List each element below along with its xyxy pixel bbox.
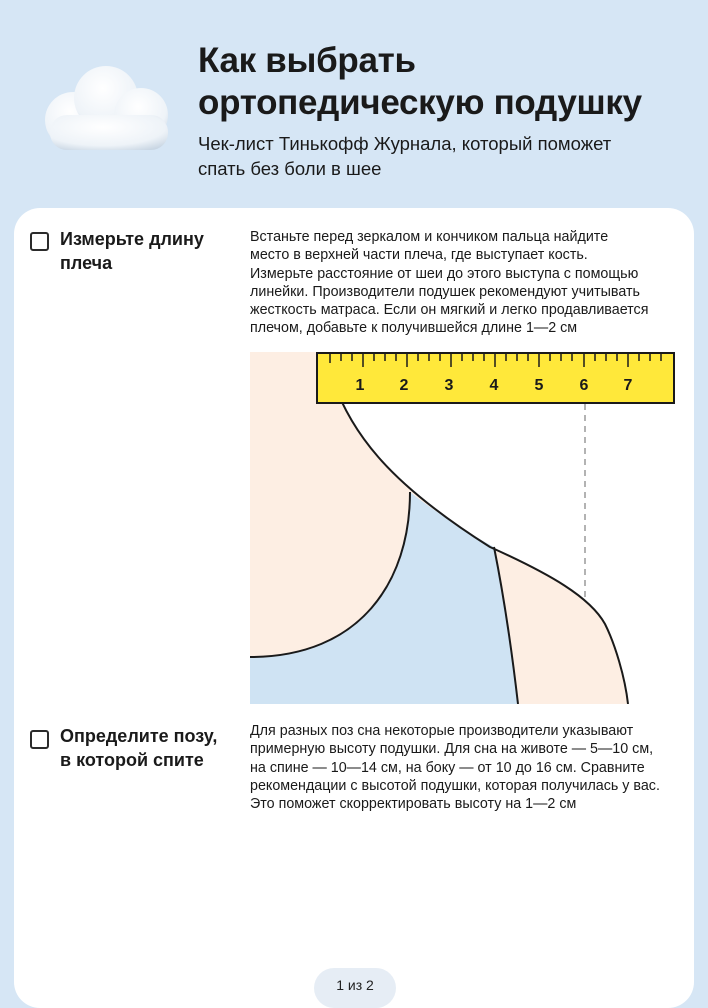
ruler-label: 6 <box>579 377 589 394</box>
page-title: Как выбрать ортопедическую подушку <box>198 41 642 122</box>
cloud-icon <box>38 60 178 160</box>
step-1-title: Измерьте длину плеча <box>60 229 204 273</box>
step-2-text: Для разных поз сна некоторые производители указывают примерную высоту подушки. Для сна на животе — 5—10 см, на спине — 10—14 см, на боку — от 10 до 16 см. Сравните рекомендации с высотой подушки, которая получилась у вас. Это поможет скорректировать высоту на 1—2 см <box>250 723 660 813</box>
shoulder-ruler-illustration <box>250 352 676 704</box>
ruler-label: 3 <box>444 377 454 394</box>
step-2-title: Определите позу, в которой спите <box>60 726 218 770</box>
page-subtitle: Чек-лист Тинькофф Журнала, который поможет спать без боли в шее <box>198 133 612 179</box>
page-indicator <box>314 968 396 1008</box>
ruler-label: 5 <box>534 377 544 394</box>
page-indicator-label: 1 из 2 <box>336 977 374 993</box>
ruler-label: 1 <box>355 377 365 394</box>
ruler-label: 7 <box>623 377 633 394</box>
ruler <box>317 353 674 403</box>
ruler-label: 4 <box>489 377 499 394</box>
step-1-checkbox[interactable] <box>30 232 49 251</box>
step-2-checkbox[interactable] <box>30 730 49 749</box>
ruler-label: 2 <box>399 377 409 394</box>
step-1-text: Встаньте перед зеркалом и кончиком пальца найдите место в верхней части плеча, где выступает кость. Измерьте расстояние от шеи до этого выступа с помощью линейки. Производители подушек рекомендуют учитывать жесткость матраса. Если он мягкий и легко продавливается плечом, добавьте к получившейся длине 1—2 см <box>250 229 649 337</box>
